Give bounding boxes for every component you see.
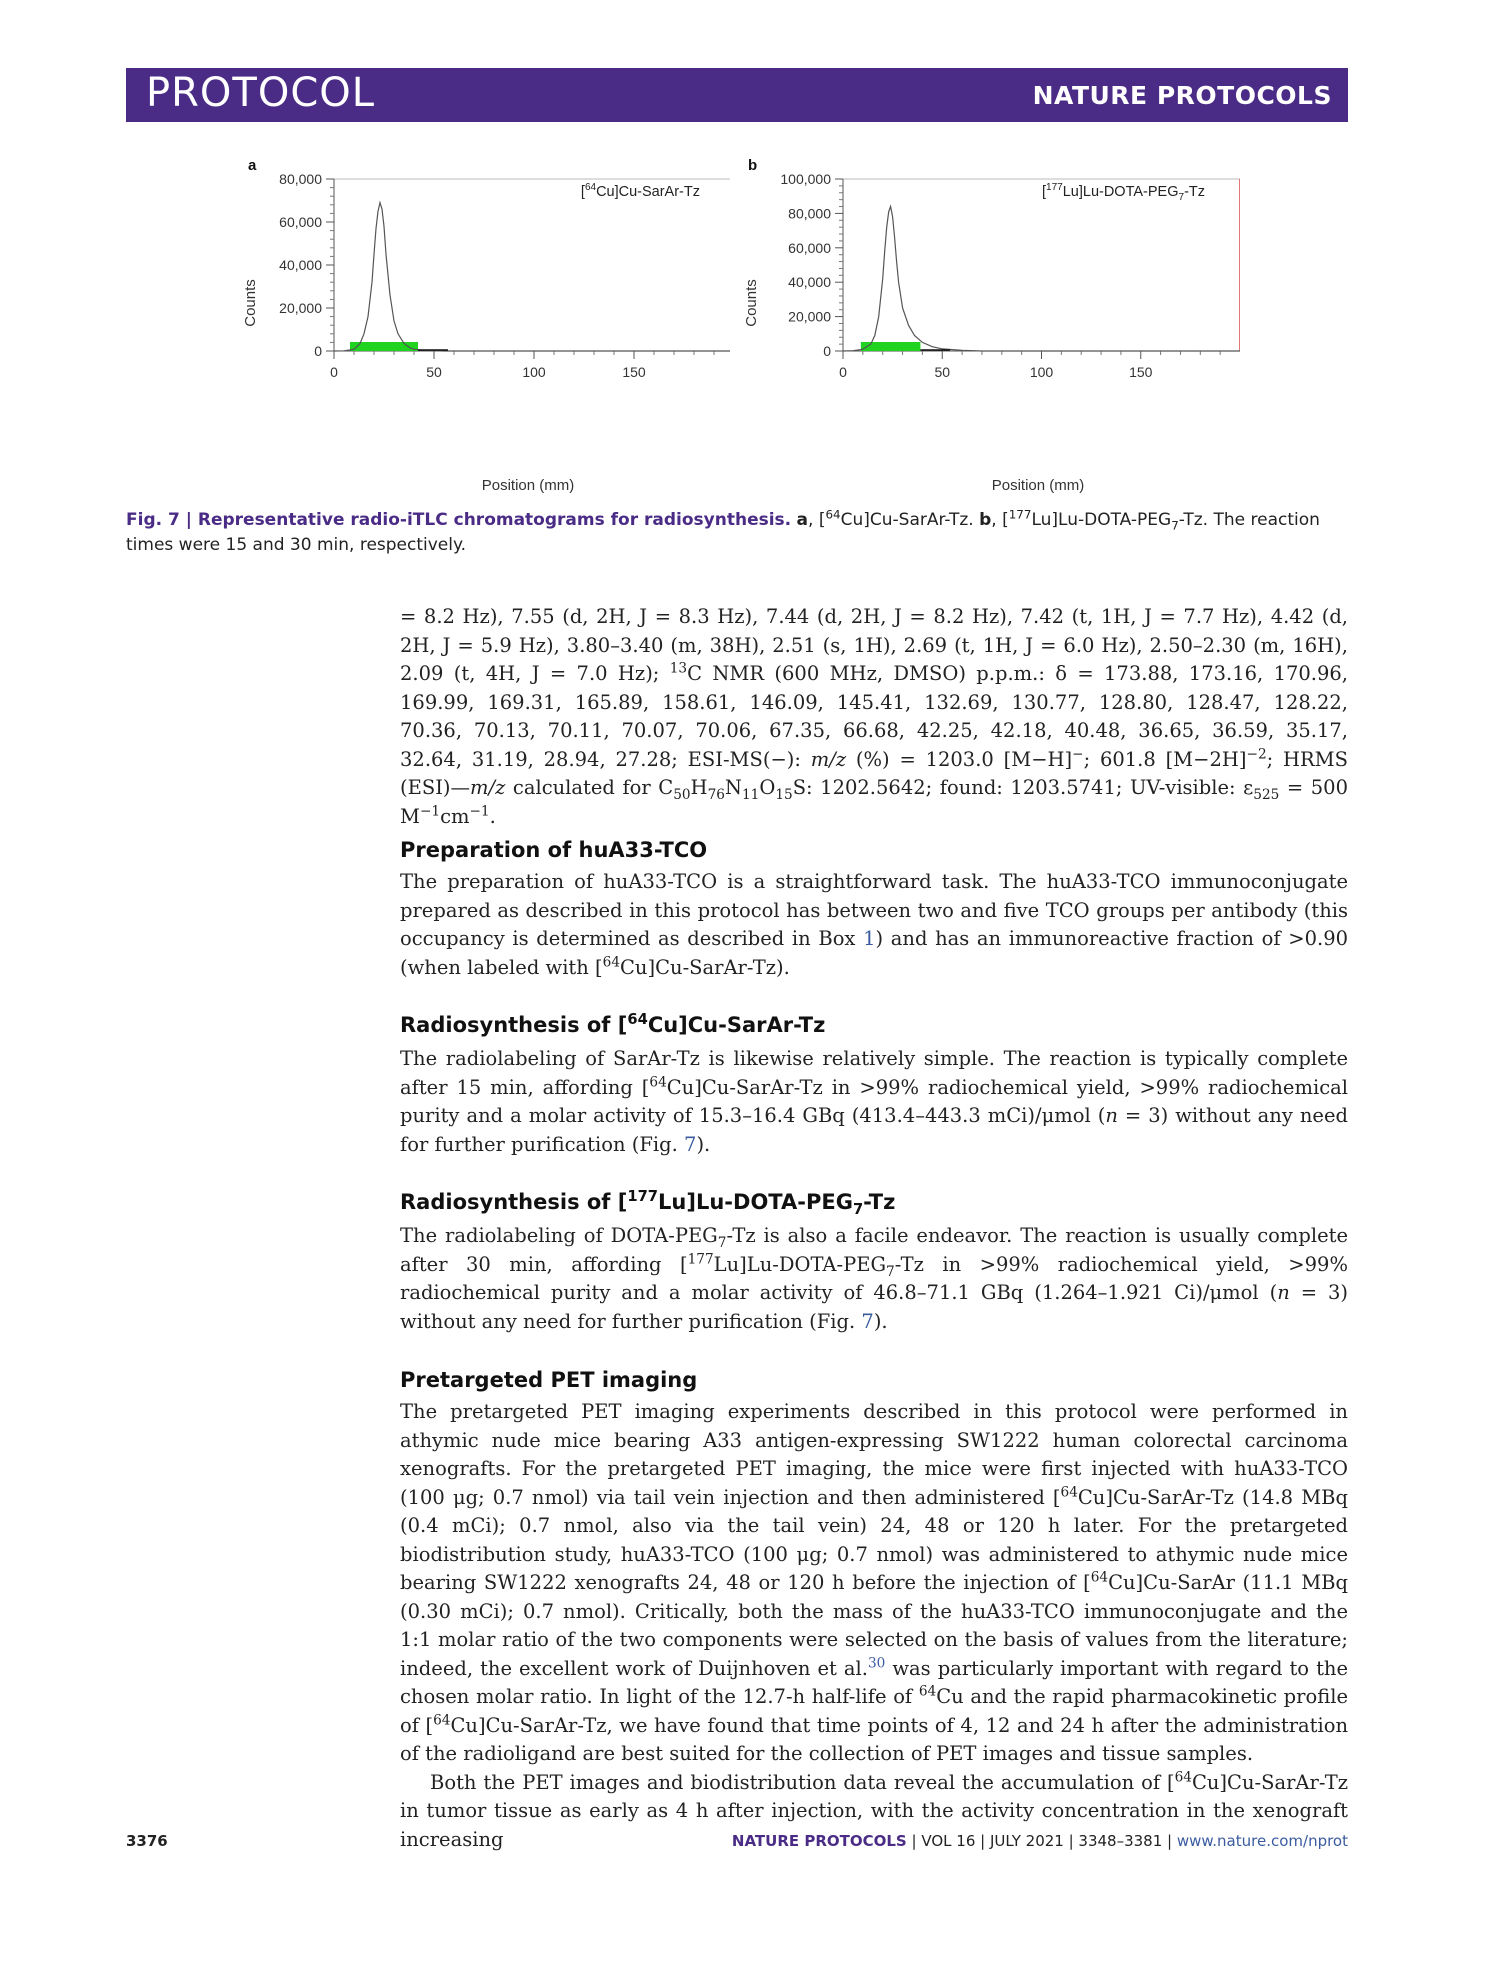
journal-url-link[interactable]: www.nature.com/nprot bbox=[1176, 1832, 1348, 1850]
y-tick-label: 40,000 bbox=[279, 257, 322, 273]
fig-7-link[interactable]: 7 bbox=[684, 1132, 697, 1156]
x-axis-label-a: Position (mm) bbox=[481, 477, 575, 494]
panel-label-a: a bbox=[248, 157, 257, 174]
y-tick-label: 60,000 bbox=[788, 239, 831, 256]
x-tick-label: 0 bbox=[330, 364, 338, 380]
heading-lu-radiosynthesis: Radiosynthesis of $[^{177}Lu]Lu-DOTA-PEG_7-Tz$ bbox=[400, 1188, 896, 1219]
trace-line bbox=[334, 203, 730, 351]
x-tick-label: 0 bbox=[839, 364, 847, 380]
x-tick-label: 50 bbox=[426, 364, 442, 380]
section-pet-imaging-text: The pretargeted PET imaging experiments described in this protocol were performed in athymic nude mice bearing A33 antigen-expressing SW1222 human colorectal carcinoma xenografts. For the pretargeted PET imaging, the mice were first injected with huA33-TCO (100 μg; 0.7 nmol) via tail vein injection and then administered [$^{64}$Cu]Cu-SarAr-Tz (14.8 MBq (0.4 mCi); 0.7 nmol, also via the tail vein) 24, 48 or 120 h later. For the pretargeted biodistribution study, huA33-TCO (100 μg; 0.7 nmol) was administered to athymic nude mice bearing SW1222 xenografts 24, 48 or 120 h before the injection of [$^{64}$Cu]Cu-SarAr (11.1 MBq (0.30 mCi); 0.7 nmol). Critically, both the mass of the huA33-TCO immunoconjugate and the 1:1 molar ratio of the two components were selected on the basis of values from the literature; indeed, the excellent work of Duijnhoven et al.$^{30}$ was particularly important with regard to the chosen molar ratio. In light of the 12.7-h half-life of $^{64}$Cu and the rapid pharmacokinetic profile of [$^{64}$Cu]Cu-SarAr-Tz, we have found that time points of 4, 12 and 24 h after the administration of the radioligand are best suited for the collection of PET images and tissue samples. Both the PET images and biodistribution data reveal the accumulation of [$^{64}$Cu]Cu-SarAr-Tz in tumor tissue as early as 4 h after injection, with the activity concentration in the xenograft increasing bbox=[400, 1400, 1349, 1851]
x-tick-label: 50 bbox=[934, 364, 951, 380]
panel-label-b: b bbox=[748, 157, 758, 174]
y-tick-label: 80,000 bbox=[279, 171, 322, 187]
y-tick-label: 80,000 bbox=[788, 205, 831, 222]
y-tick-label: 20,000 bbox=[788, 308, 831, 325]
heading-pet-imaging: Pretargeted PET imaging bbox=[400, 1368, 698, 1392]
fig-7-link-2[interactable]: 7 bbox=[861, 1309, 874, 1333]
section-label: PROTOCOL bbox=[146, 70, 376, 116]
y-tick-label: 0 bbox=[314, 343, 322, 359]
section-lu-radiosynthesis-text: The radiolabeling of DOTA-$PEG_7-Tz$ is also a facile endeavor. The reaction is usually complete after 30 min, affording $[^{177}Lu]Lu-DOTA-PEG_7-Tz$ in >99% radiochemical yield, >99% radiochemical purity and a molar activity of 46.8–71.1 GBq (1.264–1.921 Ci)/μmol (n = 3) without any need for further purification (Fig. 7). bbox=[400, 1224, 1349, 1333]
chart-a bbox=[240, 155, 730, 500]
heading-huA33-TCO: Preparation of huA33-TCO bbox=[400, 838, 708, 862]
y-axis-label-a: Counts bbox=[242, 279, 259, 327]
chart-title-a: [$^{64}$Cu]Cu-SarAr-Tz bbox=[580, 182, 700, 200]
box-1-link[interactable]: 1 bbox=[863, 927, 876, 950]
chart-b bbox=[740, 155, 1240, 500]
y-tick-label: 20,000 bbox=[279, 300, 322, 316]
footer-citation: NATURE PROTOCOLS | VOL 16 | JULY 2021 | 3348–3381 | www.nature.com/nprot bbox=[731, 1832, 1348, 1850]
chart-title-b: $[^{177}Lu]Lu-DOTA-PEG_7-Tz$ bbox=[1042, 182, 1205, 203]
plot-b bbox=[780, 171, 1240, 380]
section-cu-radiosynthesis-text: The radiolabeling of SarAr-Tz is likewise relatively simple. The reaction is typically complete after 15 min, affording [$^{64}$Cu]Cu-SarAr-Tz in >99% radiochemical yield, >99% radiochemical purity and a molar activity of 15.3–16.4 GBq (413.4–443.3 mCi)/μmol (n = 3) without any need for further purification (Fig. 7). bbox=[400, 1047, 1348, 1156]
nmr-paragraph: = 8.2 Hz), 7.55 (d, 2H, J = 8.3 Hz), 7.44 (d, 2H, J = 8.2 Hz), 7.42 (t, 1H, J = 7.7 Hz), 4.42 (d, 2H, J = 5.9 Hz), 3.80–3.40 (m, 38H), 2.51 (s, 1H), 2.69 (t, 1H, J = 6.0 Hz), 2.50–2.30 (m, 16H), 2.09 (t, 4H, J = 7.0 Hz); $^{13}$C NMR (600 MHz, DMSO) p.p.m.: δ = 173.88, 173.16, 170.96, 169.99, 169.31, 165.89, 158.61, 146.09, 145.41, 132.69, 130.77, 128.80, 128.47, 128.22, 70.36, 70.13, 70.11, 70.07, 70.06, 67.35, 66.68, 42.25, 42.18, 40.48, 36.65, 36.59, 35.17, 32.64, 31.19, 28.94, 27.28; ESI-MS(−): m/z (%) = 1203.0 [M−H]−; 601.8 $[M-2H]^{-2}$; HRMS (ESI)—m/z calculated for $C_{50}H_{76}N_{11}O_{15}S$: 1202.5642; found: 1203.5741; UV-visible: $\varepsilon_{525} = 500$ $M^{-1}cm^{-1}$. bbox=[400, 605, 1349, 828]
y-tick-label: 0 bbox=[823, 343, 831, 359]
x-tick-label: 100 bbox=[522, 364, 546, 380]
y-tick-label: 60,000 bbox=[279, 214, 322, 230]
section-huA33-TCO-text: The preparation of huA33-TCO is a straightforward task. The huA33-TCO immunoconjugate prepared as described in this protocol has between two and five TCO groups per antibody (this occupancy is determined as described in Box 1) and has an immunoreactive fraction of >0.90 (when labeled with [$^{64}$Cu]Cu-SarAr-Tz). bbox=[400, 870, 1349, 979]
ref-30-link[interactable]: 30 bbox=[867, 1655, 886, 1671]
y-tick-label: 40,000 bbox=[788, 274, 831, 291]
page-number: 3376 bbox=[126, 1832, 168, 1850]
integration-region bbox=[861, 342, 921, 351]
x-tick-label: 150 bbox=[622, 364, 646, 380]
trace-line bbox=[843, 207, 1240, 352]
y-tick-label: 100,000 bbox=[780, 171, 831, 187]
plot-a bbox=[279, 171, 730, 380]
x-tick-label: 150 bbox=[1129, 364, 1153, 380]
y-axis-label-b: Counts bbox=[743, 279, 760, 327]
caption-title: Fig. 7 | Representative radio-iTLC chromatograms for radiosynthesis. bbox=[126, 510, 792, 530]
figure-caption: Fig. 7 | Representative radio-iTLC chromatograms for radiosynthesis. a, [$^{64}$Cu]Cu-SarAr-Tz. b, $[^{177}Lu]Lu-DOTA-PEG_7-Tz$. The reaction times were 15 and 30 min, respectively. bbox=[126, 507, 1320, 555]
header-banner bbox=[126, 68, 1348, 122]
heading-cu-radiosynthesis: Radiosynthesis of [$^{64}$Cu]Cu-SarAr-Tz bbox=[400, 1011, 826, 1037]
x-tick-label: 100 bbox=[1029, 364, 1054, 380]
x-axis-label-b: Position (mm) bbox=[991, 477, 1085, 494]
journal-name: NATURE PROTOCOLS bbox=[1032, 81, 1332, 110]
